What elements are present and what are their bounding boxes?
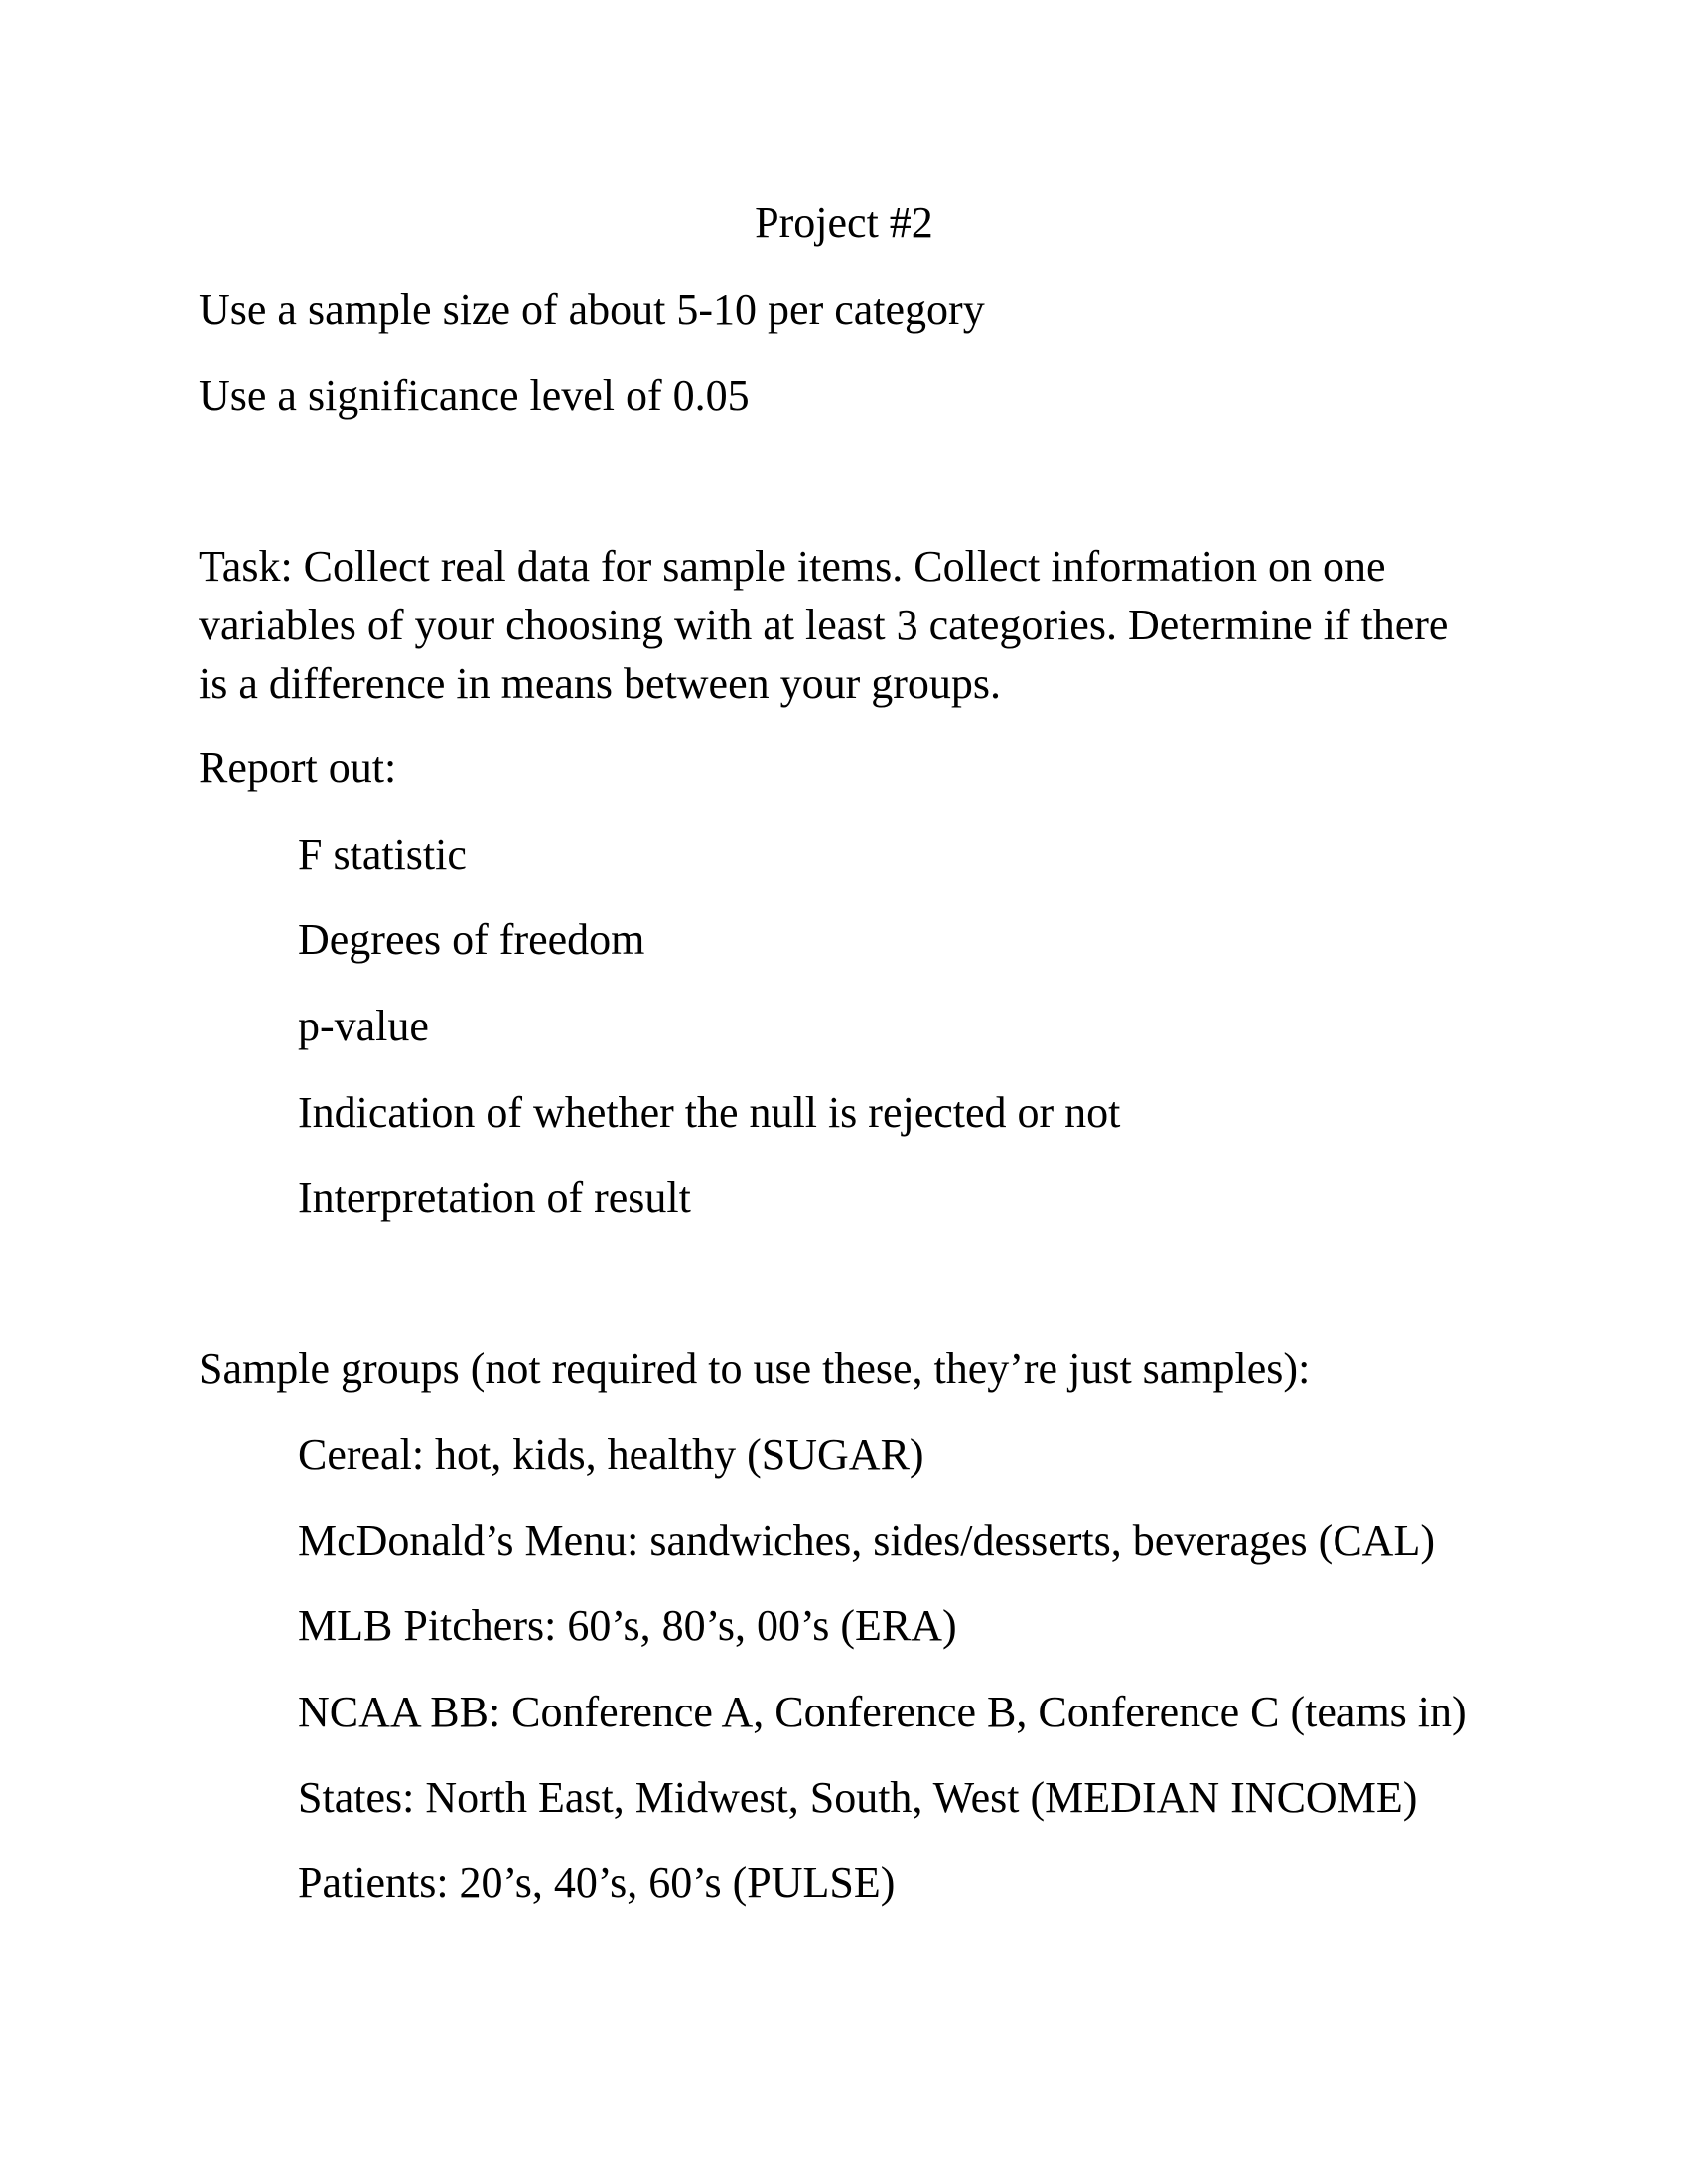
sample-group-item: McDonald’s Menu: sandwiches, sides/desserts, beverages (CAL) <box>298 1516 1435 1565</box>
task-paragraph <box>199 537 1489 713</box>
task-line: variables of your choosing with at least 3 categories. Determine if there <box>199 601 1449 649</box>
report-item-interpretation: Interpretation of result <box>298 1173 691 1222</box>
report-heading: Report out: <box>199 744 397 792</box>
significance-instruction: Use a significance level of 0.05 <box>199 371 750 420</box>
page-title: Project #2 <box>755 199 933 247</box>
task-line: Task: Collect real data for sample items. Collect information on one <box>199 542 1386 591</box>
sample-group-item: Cereal: hot, kids, healthy (SUGAR) <box>298 1431 924 1479</box>
report-item-degrees-of-freedom: Degrees of freedom <box>298 915 645 964</box>
task-line: is a difference in means between your groups. <box>199 659 1002 708</box>
sample-group-item: States: North East, Midwest, South, West (MEDIAN INCOME) <box>298 1773 1418 1822</box>
report-item-null-rejection: Indication of whether the null is rejected or not <box>298 1088 1121 1137</box>
sample-group-item: NCAA BB: Conference A, Conference B, Conference C (teams in) <box>298 1688 1467 1736</box>
sample-size-instruction: Use a sample size of about 5-10 per category <box>199 285 985 334</box>
report-item-f-statistic: F statistic <box>298 830 467 879</box>
sample-groups-heading: Sample groups (not required to use these, they’re just samples): <box>199 1344 1311 1393</box>
sample-group-item: MLB Pitchers: 60’s, 80’s, 00’s (ERA) <box>298 1601 957 1650</box>
sample-group-item: Patients: 20’s, 40’s, 60’s (PULSE) <box>298 1858 896 1907</box>
report-item-p-value: p-value <box>298 1002 429 1050</box>
